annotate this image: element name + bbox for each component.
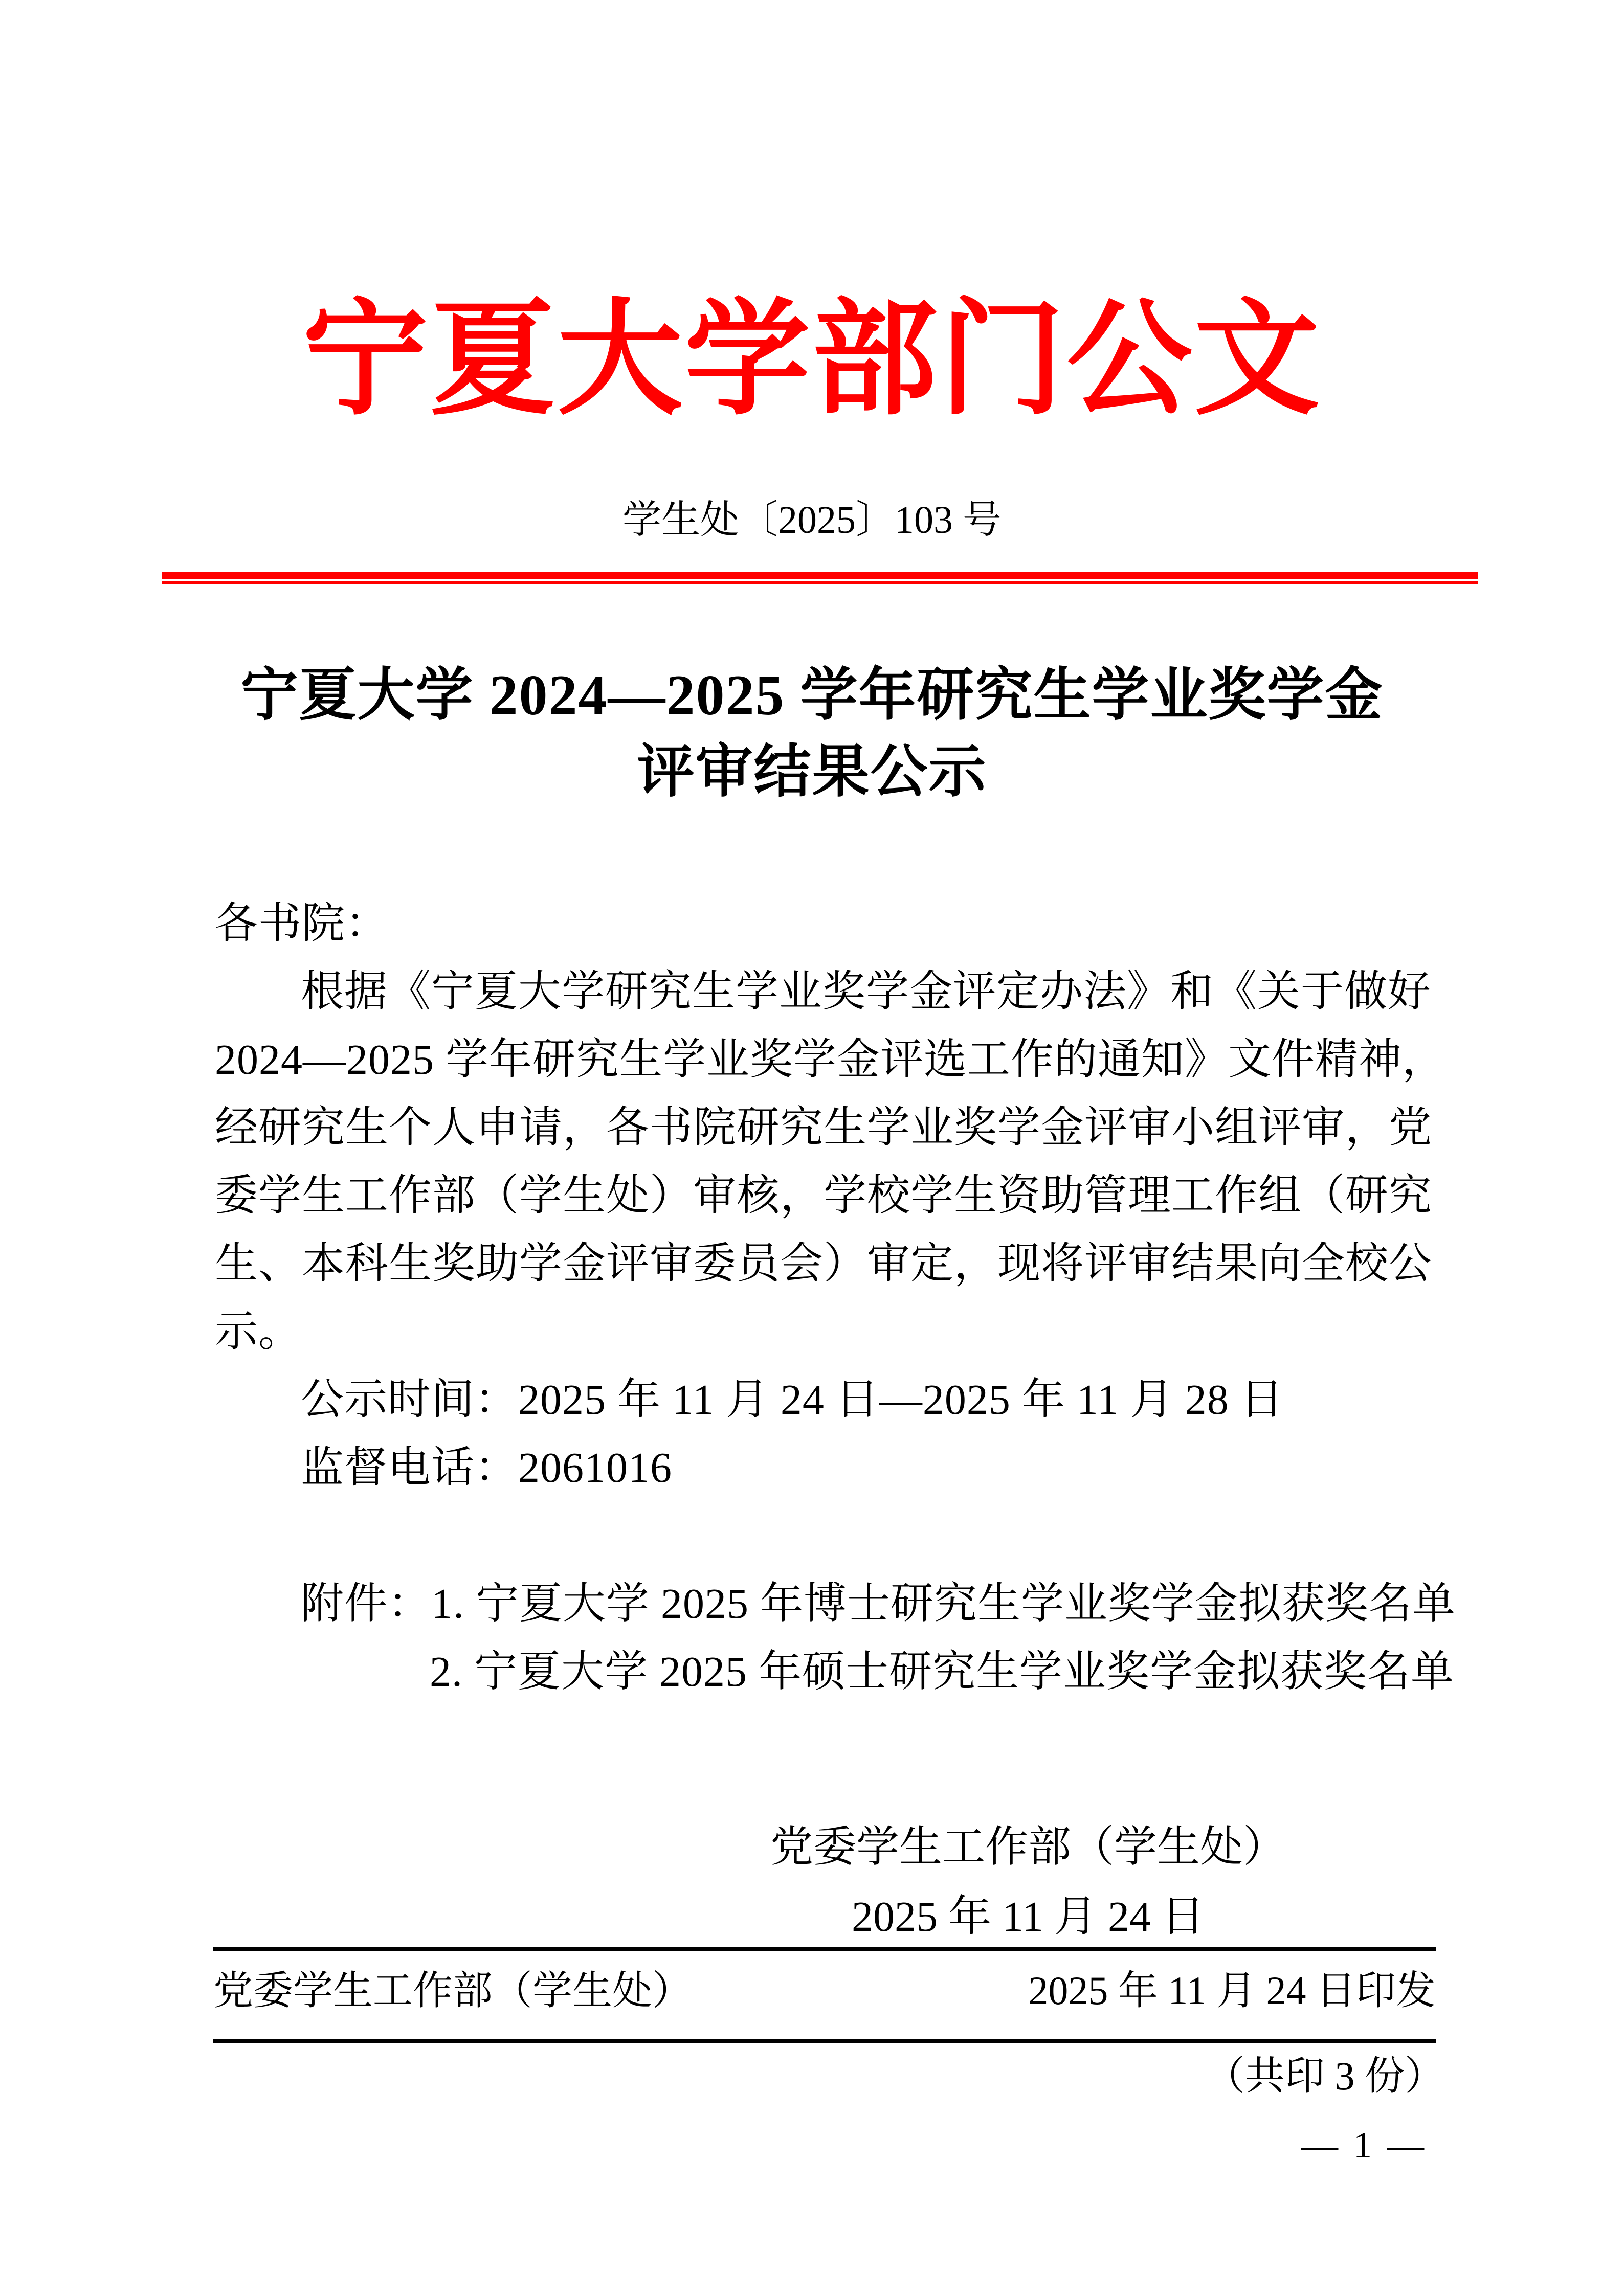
paragraph-line: 委学生工作部（学生处）审核，学校学生资助管理工作组（研究 [215,1172,1433,1220]
blank-line [215,1502,1437,1570]
copies-note: （共印 3 份） [1205,2054,1444,2098]
document-body [215,890,1456,1706]
paragraph-line: 2024—2025 学年研究生学业奖学金评选工作的通知》文件精神， [215,1036,1446,1084]
document-title [0,657,1624,811]
footer-issuer: 党委学生工作部（学生处） [213,1968,693,2013]
page-number: — 1 — [1301,2125,1427,2166]
footer-issuer-row [213,1963,1436,2019]
document-title-line1: 宁夏大学 2024—2025 学年研究生学业奖学金 [240,664,1384,727]
supervision-phone-line: 监督电话：2061016 [301,1444,673,1492]
paragraph-line: 示。 [215,1308,302,1356]
paragraph-line: 经研究生个人申请，各书院研究生学业奖学金评审小组评审，党 [215,1104,1433,1152]
salutation: 各书院： [215,900,389,948]
footer-bottom-rule [213,2039,1436,2043]
document-title-line2: 评审结果公示 [637,740,987,804]
signature-block [770,1813,1286,1952]
footer-top-rule [213,1947,1436,1951]
red-divider-rule [162,572,1478,584]
masthead-title: 宁夏大学部门公文 [302,291,1322,430]
footer-print-date: 2025 年 11 月 24 日印发 [1028,1968,1436,2013]
signature-date: 2025 年 11 月 24 日 [852,1893,1205,1941]
document-number: 学生处〔2025〕103 号 [622,499,1002,542]
paragraph-line: 生、本科生奖助学金评审委员会）审定，现将评审结果向全校公 [215,1240,1433,1288]
signature-department: 党委学生工作部（学生处） [770,1824,1286,1871]
attachment-item-1: 附件：1. 宁夏大学 2025 年博士研究生学业奖学金拟获奖名单 [301,1580,1456,1628]
paragraph-line: 根据《宁夏大学研究生学业奖学金评定办法》和《关于做好 [301,968,1432,1016]
attachment-item-2: 2. 宁夏大学 2025 年硕士研究生学业奖学金拟获奖名单 [430,1648,1455,1696]
publicity-period-line: 公示时间：2025 年 11 月 24 日—2025 年 11 月 28 日 [301,1376,1284,1424]
